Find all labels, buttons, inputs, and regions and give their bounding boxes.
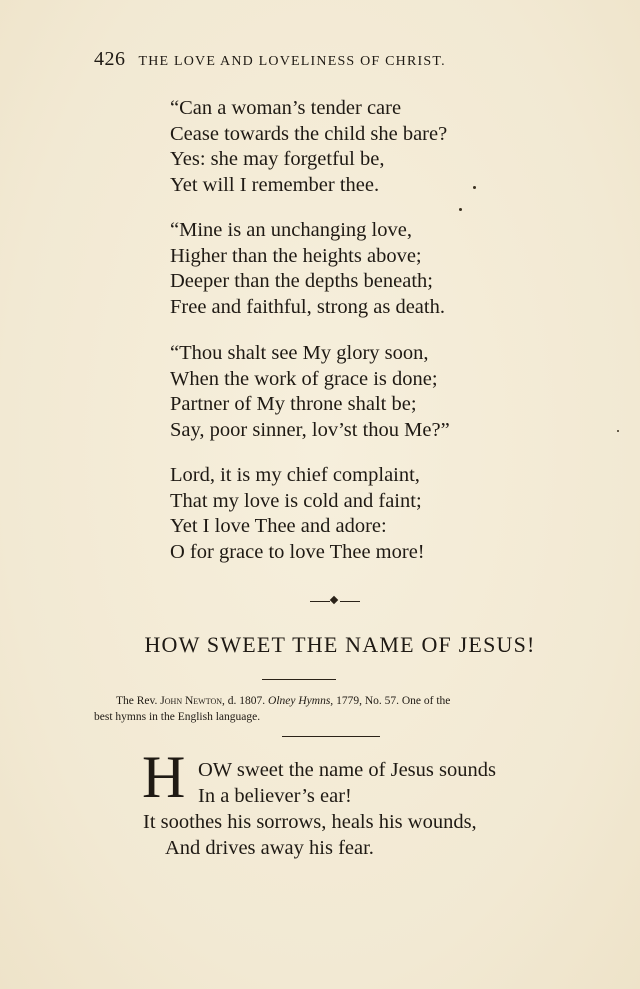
ornament-rule-right	[340, 601, 360, 602]
section-ornament	[310, 598, 360, 604]
stanza-1	[170, 96, 570, 199]
source-detail: 1779, No. 57.	[336, 695, 399, 707]
drop-cap: H	[142, 744, 186, 810]
stanza-line: Higher than the heights above;	[170, 244, 422, 267]
stanza-2	[170, 218, 570, 321]
attribution-rule	[282, 736, 380, 737]
ornament-diamond	[330, 596, 338, 604]
running-title: THE LOVE AND LOVELINESS OF CHRIST.	[138, 54, 446, 69]
stanza-line: Yes: she may forgetful be,	[170, 148, 385, 171]
stanza-line: Yet I love Thee and adore:	[170, 515, 387, 538]
hymn-title: HOW SWEET THE NAME OF JESUS!	[144, 632, 536, 657]
ink-speck	[459, 208, 462, 211]
stanza-line: “Can a woman’s tender care	[170, 97, 402, 119]
ornament-rule-left	[310, 601, 330, 602]
hymn-line-3: It soothes his sorrows, heals his wounds,	[143, 811, 477, 833]
stanza-line: Cease towards the child she bare?	[170, 122, 448, 145]
ink-speck	[617, 430, 619, 432]
stanza-line: Free and faithful, strong as death.	[170, 296, 445, 319]
stanza-line: Say, poor sinner, lov’st thou Me?”	[170, 419, 450, 442]
attribution-note-2: best hymns in the English language.	[94, 711, 261, 723]
attribution-prefix: The Rev.	[116, 695, 158, 707]
stanza-line: “Thou shalt see My glory soon,	[170, 342, 429, 364]
stanza-line: Deeper than the depths beneath;	[170, 270, 433, 293]
stanza-3	[170, 341, 570, 444]
hymn-attribution	[94, 693, 588, 725]
page-header	[94, 48, 544, 71]
ink-speck	[473, 186, 476, 189]
page-number: 426	[94, 48, 126, 70]
author-name: John Newton,	[160, 695, 225, 707]
stanza-line: When the work of grace is done;	[170, 367, 438, 390]
title-rule	[262, 679, 336, 680]
hymn-line-2: In a believer’s ear!	[198, 785, 352, 807]
stanza-line: That my love is cold and faint;	[170, 489, 422, 512]
hymn-line-4: And drives away his fear.	[165, 837, 374, 859]
stanza-line: Lord, it is my chief complaint,	[170, 464, 420, 486]
stanza-line: Partner of My throne shalt be;	[170, 393, 417, 416]
attribution-note-1: One of the	[401, 695, 451, 707]
stanza-line: O for grace to love Thee more!	[170, 541, 425, 564]
stanza-line: Yet will I remember thee.	[170, 174, 380, 197]
hymn-line-1: OW sweet the name of Jesus sounds	[198, 759, 496, 781]
source-title: Olney Hymns,	[268, 695, 334, 707]
stanza-4	[170, 463, 570, 566]
author-date: d. 1807.	[227, 695, 266, 707]
stanza-line: “Mine is an unchanging love,	[170, 219, 412, 241]
